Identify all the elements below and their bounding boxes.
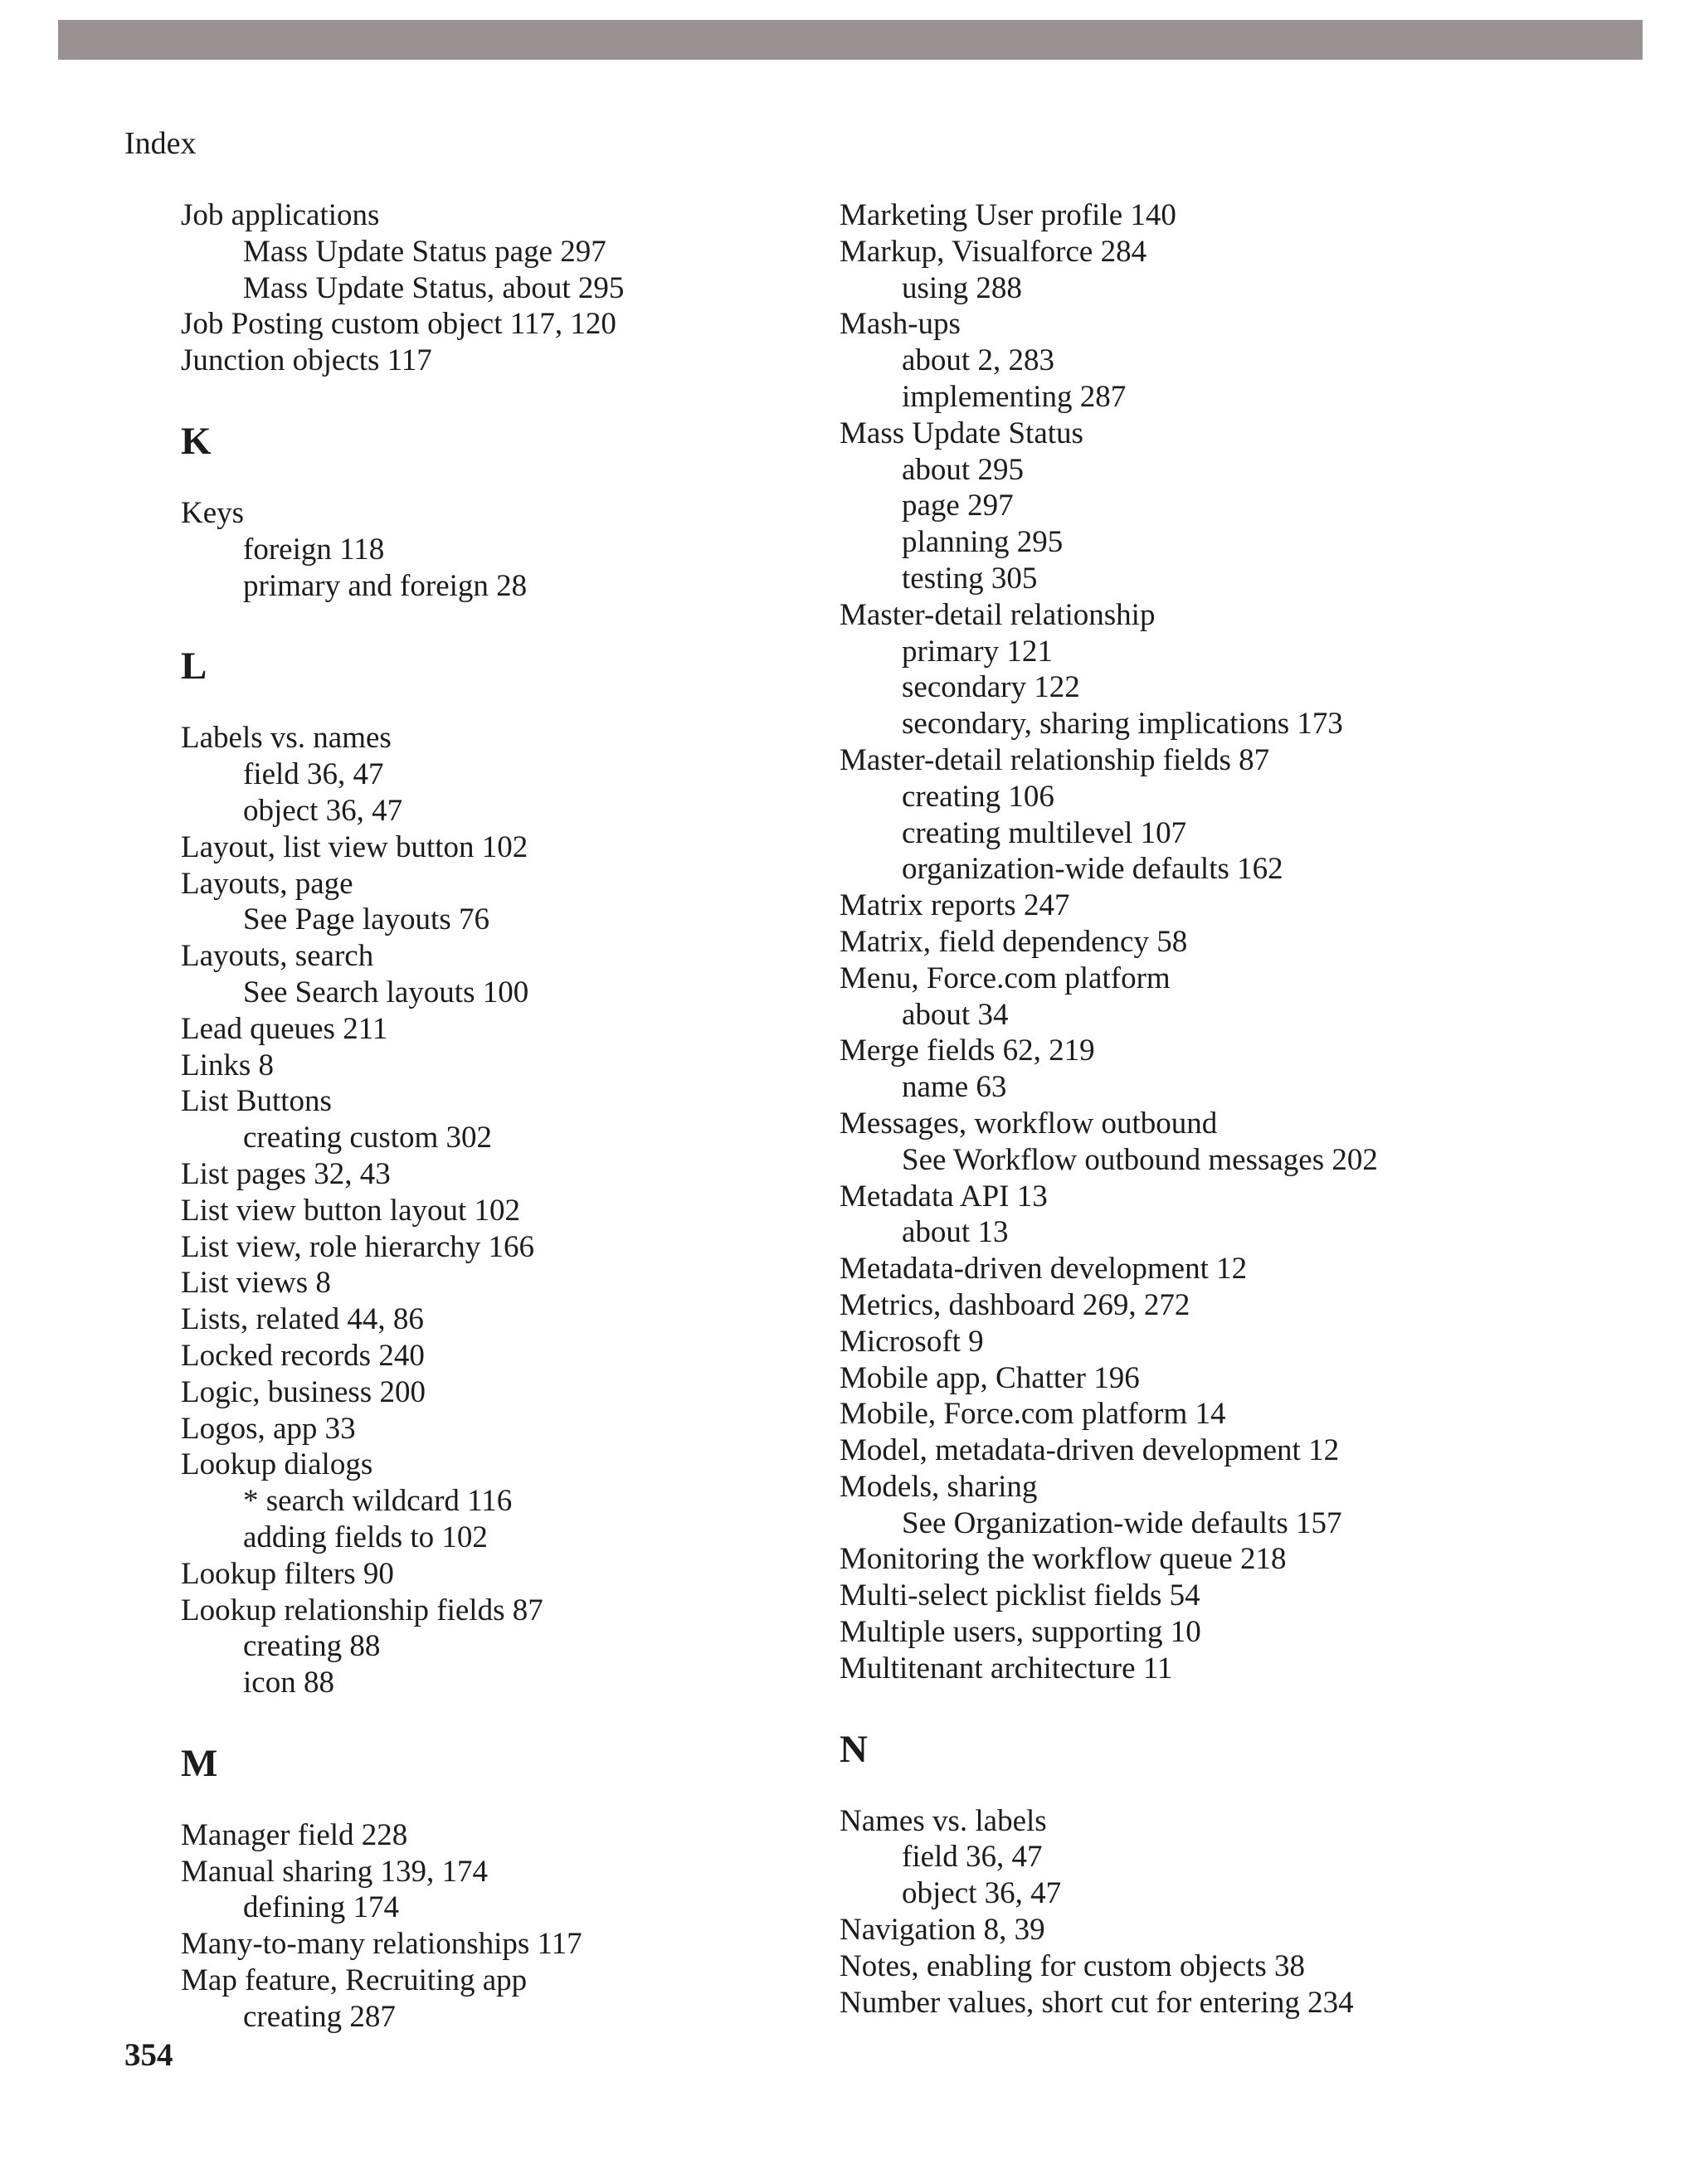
index-subentry: planning 295 xyxy=(902,525,1064,560)
index-subentry: field 36, 47 xyxy=(902,1840,1043,1875)
index-entry: List view button layout 102 xyxy=(181,1193,521,1228)
index-subentry: secondary 122 xyxy=(902,670,1080,705)
index-subentry: about 2, 283 xyxy=(902,343,1054,378)
index-subentry: icon 88 xyxy=(243,1666,334,1700)
running-head: Index xyxy=(124,126,197,161)
index-entry: Monitoring the workflow queue 218 xyxy=(840,1542,1287,1577)
index-entry: Job Posting custom object 117, 120 xyxy=(181,307,616,342)
index-entry: Lookup dialogs xyxy=(181,1447,373,1482)
index-entry: List pages 32, 43 xyxy=(181,1156,391,1191)
index-entry: Matrix reports 247 xyxy=(840,888,1070,923)
index-entry: Mobile app, Chatter 196 xyxy=(840,1360,1140,1395)
index-subentry: testing 305 xyxy=(902,561,1038,596)
index-entry: Mash-ups xyxy=(840,307,961,342)
index-subentry: object 36, 47 xyxy=(902,1876,1062,1911)
index-subentry: about 34 xyxy=(902,997,1009,1032)
index-entry: Messages, workflow outbound xyxy=(840,1106,1218,1141)
index-subentry: foreign 118 xyxy=(243,532,385,567)
index-entry: Master-detail relationship fields 87 xyxy=(840,742,1270,777)
index-entry: Lead queues 211 xyxy=(181,1011,388,1046)
index-entry: Layouts, search xyxy=(181,939,374,974)
index-subentry: secondary, sharing implications 173 xyxy=(902,707,1343,742)
index-subentry: field 36, 47 xyxy=(243,757,384,792)
index-subentry: creating multilevel 107 xyxy=(902,815,1187,850)
index-subentry: adding fields to 102 xyxy=(243,1520,488,1554)
section-letter: K xyxy=(181,419,212,463)
index-subentry: Mass Update Status, about 295 xyxy=(243,270,625,305)
section-letter: M xyxy=(181,1741,218,1785)
index-subentry: creating 106 xyxy=(902,779,1054,814)
index-subentry: page 297 xyxy=(902,489,1014,523)
index-subentry: primary and foreign 28 xyxy=(243,568,528,603)
index-entry: Mobile, Force.com platform 14 xyxy=(840,1397,1226,1432)
index-entry: Metrics, dashboard 269, 272 xyxy=(840,1287,1190,1322)
index-entry: Menu, Force.com platform xyxy=(840,961,1171,995)
index-subentry: See Page layouts 76 xyxy=(243,902,489,937)
index-subentry: creating 287 xyxy=(243,1999,396,2034)
index-entry: Many-to-many relationships 117 xyxy=(181,1927,582,1962)
index-entry: Logic, business 200 xyxy=(181,1374,426,1409)
index-subentry: defining 174 xyxy=(243,1890,400,1925)
index-entry: Multitenant architecture 11 xyxy=(840,1651,1173,1685)
page-number: 354 xyxy=(124,2037,173,2073)
index-entry: Layout, list view button 102 xyxy=(181,829,528,864)
index-entry: Metadata API 13 xyxy=(840,1179,1048,1214)
index-entry: Locked records 240 xyxy=(181,1338,425,1373)
index-entry: Labels vs. names xyxy=(181,721,392,756)
index-entry: Notes, enabling for custom objects 38 xyxy=(840,1948,1306,1983)
index-subentry: object 36, 47 xyxy=(243,793,403,828)
index-entry: Matrix, field dependency 58 xyxy=(840,924,1188,959)
index-entry: Navigation 8, 39 xyxy=(840,1913,1045,1948)
index-subentry: creating custom 302 xyxy=(243,1121,493,1155)
index-subentry: * search wildcard 116 xyxy=(243,1484,513,1519)
index-entry: Lists, related 44, 86 xyxy=(181,1302,424,1337)
index-entry: Master-detail relationship xyxy=(840,597,1156,632)
index-entry: Names vs. labels xyxy=(840,1803,1047,1838)
index-entry: Lookup relationship fields 87 xyxy=(181,1593,543,1627)
index-entry: List view, role hierarchy 166 xyxy=(181,1229,535,1264)
index-entry: Model, metadata-driven development 12 xyxy=(840,1433,1340,1468)
index-entry: Junction objects 117 xyxy=(181,343,432,378)
index-entry: List Buttons xyxy=(181,1084,332,1119)
index-subentry: See Workflow outbound messages 202 xyxy=(902,1142,1378,1177)
index-entry: Job applications xyxy=(181,198,380,232)
index-entry: List views 8 xyxy=(181,1266,331,1301)
index-entry: Marketing User profile 140 xyxy=(840,198,1176,232)
index-entry: Map feature, Recruiting app xyxy=(181,1963,528,1998)
index-entry: Manager field 228 xyxy=(181,1817,408,1852)
index-entry: Mass Update Status xyxy=(840,416,1083,450)
index-entry: Microsoft 9 xyxy=(840,1324,984,1359)
index-entry: Lookup filters 90 xyxy=(181,1556,394,1591)
index-subentry: See Search layouts 100 xyxy=(243,975,529,1009)
index-subentry: primary 121 xyxy=(902,634,1053,669)
index-subentry: name 63 xyxy=(902,1070,1007,1105)
section-letter: L xyxy=(181,644,207,688)
index-column-right xyxy=(840,197,1553,2021)
index-entry: Merge fields 62, 219 xyxy=(840,1034,1095,1068)
index-entry: Keys xyxy=(181,495,245,530)
index-subentry: using 288 xyxy=(902,270,1022,305)
index-entry: Models, sharing xyxy=(840,1469,1038,1504)
index-subentry: creating 88 xyxy=(243,1629,381,1664)
index-entry: Metadata-driven development 12 xyxy=(840,1252,1248,1287)
index-entry: Number values, short cut for entering 234 xyxy=(840,1985,1354,2020)
index-entry: Layouts, page xyxy=(181,866,353,901)
index-entry: Multi-select picklist fields 54 xyxy=(840,1578,1200,1613)
index-entry: Logos, app 33 xyxy=(181,1411,356,1446)
index-subentry: about 295 xyxy=(902,452,1024,487)
index-entry: Multiple users, supporting 10 xyxy=(840,1615,1201,1650)
index-subentry: implementing 287 xyxy=(902,379,1127,414)
index-subentry: about 13 xyxy=(902,1215,1009,1250)
index-entry: Links 8 xyxy=(181,1048,275,1082)
index-column-left xyxy=(181,197,894,2036)
index-subentry: See Organization-wide defaults 157 xyxy=(902,1505,1342,1540)
index-subentry: organization-wide defaults 162 xyxy=(902,852,1283,887)
index-entry: Markup, Visualforce 284 xyxy=(840,234,1147,269)
index-entry: Manual sharing 139, 174 xyxy=(181,1854,488,1889)
index-subentry: Mass Update Status page 297 xyxy=(243,234,606,269)
header-bar xyxy=(58,20,1643,60)
section-letter: N xyxy=(840,1727,868,1771)
